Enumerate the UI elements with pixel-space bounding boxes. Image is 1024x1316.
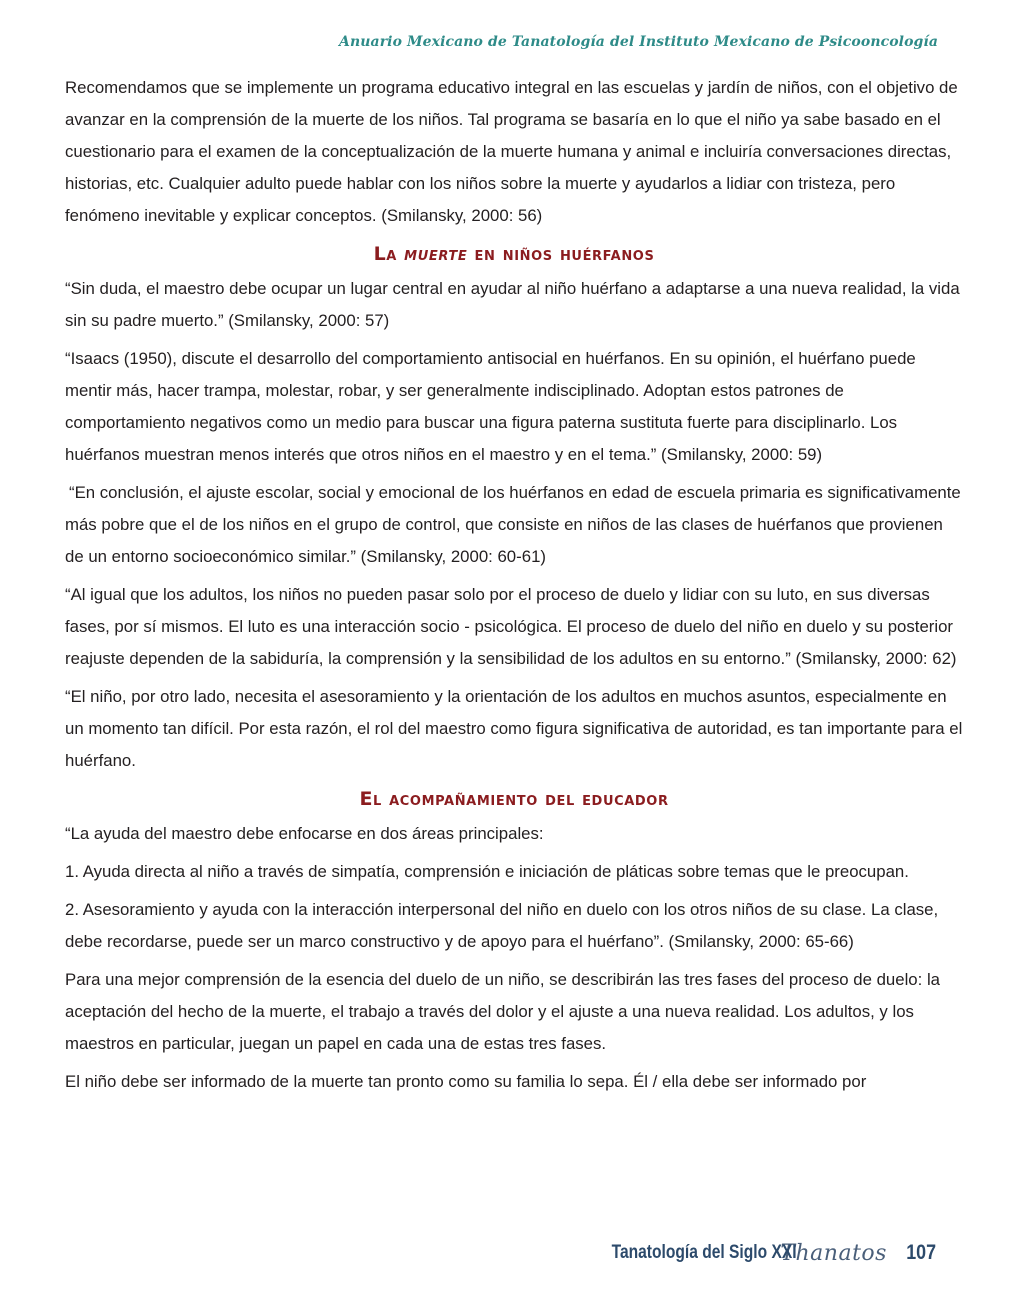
paragraph-9: El niño debe ser informado de la muerte tan pronto como su familia lo sepa. Él / ella debe ser informado por	[65, 1072, 867, 1091]
paragraph-6: “El niño, por otro lado, necesita el asesoramiento y la orientación de los adultos en muchos asuntos, especialmente en un momento tan difícil. Por esta razón, el rol del maestro como figura significativa de autoridad, es tan importante para el huérfano.	[65, 687, 963, 770]
paragraph-2: “Sin duda, el maestro debe ocupar un lugar central en ayudar al niño huérfano a adaptarse a una nueva realidad, la vida sin su padre muerto.” (Smilansky, 2000: 57)	[65, 279, 960, 330]
section-heading-educator: El acompañamiento del educador	[359, 788, 669, 810]
running-head: Anuario Mexicano de Tanatología del Instituto Mexicano de Psicooncología	[339, 34, 938, 50]
page-number: 107	[906, 1241, 936, 1264]
page-footer	[571, 1238, 936, 1268]
footer-journal-title: Tanatología del Siglo XXI	[611, 1242, 797, 1263]
paragraph-8: Para una mejor comprensión de la esencia del duelo de un niño, se describirán las tres fases del proceso de duelo: la aceptación del hecho de la muerte, el trabajo a través del dolor y el ajuste a una nueva realidad. Los adultos, y los maestros en particular, juegan un papel en cada una de estas tres fases.	[65, 970, 941, 1053]
paragraph-3: “Isaacs (1950), discute el desarrollo del comportamiento antisocial en huérfanos. En su opinión, el huérfano puede mentir más, hacer trampa, molestar, robar, y ser generalmente indisciplinado. Adoptan estos patrones de comportamiento negativos como un medio para buscar una figura paterna sustituta fuerte para disciplinarlo. Los huérfanos muestran menos interés que otros niños en el maestro y en el tema.” (Smilansky, 2000: 59)	[65, 349, 916, 464]
paragraph-1: Recomendamos que se implemente un programa educativo integral en las escuelas y jardín de niños, con el objetivo de avanzar en la comprensión de la muerte de los niños. Tal programa se basaría en lo que el niño ya sabe basado en el cuestionario para el examen de la conceptualización de la muerte humana y animal e incluiría conversaciones directas, historias, etc. Cualquier adulto puede hablar con los niños sobre la muerte y ayudarlos a lidiar con tristeza, pero fenómeno inevitable y explicar conceptos. (Smilansky, 2000: 56)	[65, 78, 958, 225]
heading-part-em: muerte	[404, 243, 468, 265]
paragraph-4: “En conclusión, el ajuste escolar, social y emocional de los huérfanos en edad de escuela primaria es significativamente más pobre que el de los niños en el grupo de control, que consiste en niños de las clases de huérfanos que provienen de un entorno socioeconómico similar.” (Smilansky, 2000: 60-61)	[65, 483, 961, 566]
list-item-2: 2. Asesoramiento y ayuda con la interacción interpersonal del niño en duelo con los otros niños de su clase. La clase, debe recordarse, puede ser un marco constructivo y de apoyo para el huérfano”. (Smilansky, 2000: 65-66)	[65, 900, 939, 951]
page-content	[65, 72, 963, 1104]
list-item-1: 1. Ayuda directa al niño a través de simpatía, comprensión e iniciación de pláticas sobre temas que le preocupan.	[65, 862, 909, 881]
heading-part-post: en niños huérfanos	[467, 243, 655, 265]
paragraph-7: “La ayuda del maestro debe enfocarse en dos áreas principales:	[65, 824, 544, 843]
section-heading-orphans	[65, 238, 963, 270]
heading-part-pre: La	[373, 243, 405, 265]
paragraph-5: “Al igual que los adultos, los niños no pueden pasar solo por el proceso de duelo y lidiar con su luto, en sus diversas fases, por sí mismos. El luto es una interacción socio - psicológica. El proceso de duelo del niño en duelo y su posterior reajuste dependen de la sabiduría, la comprensión y la sensibilidad de los adultos en su entorno.” (Smilansky, 2000: 62)	[65, 585, 957, 668]
thanatos-logo: Thanatos	[780, 1240, 887, 1266]
